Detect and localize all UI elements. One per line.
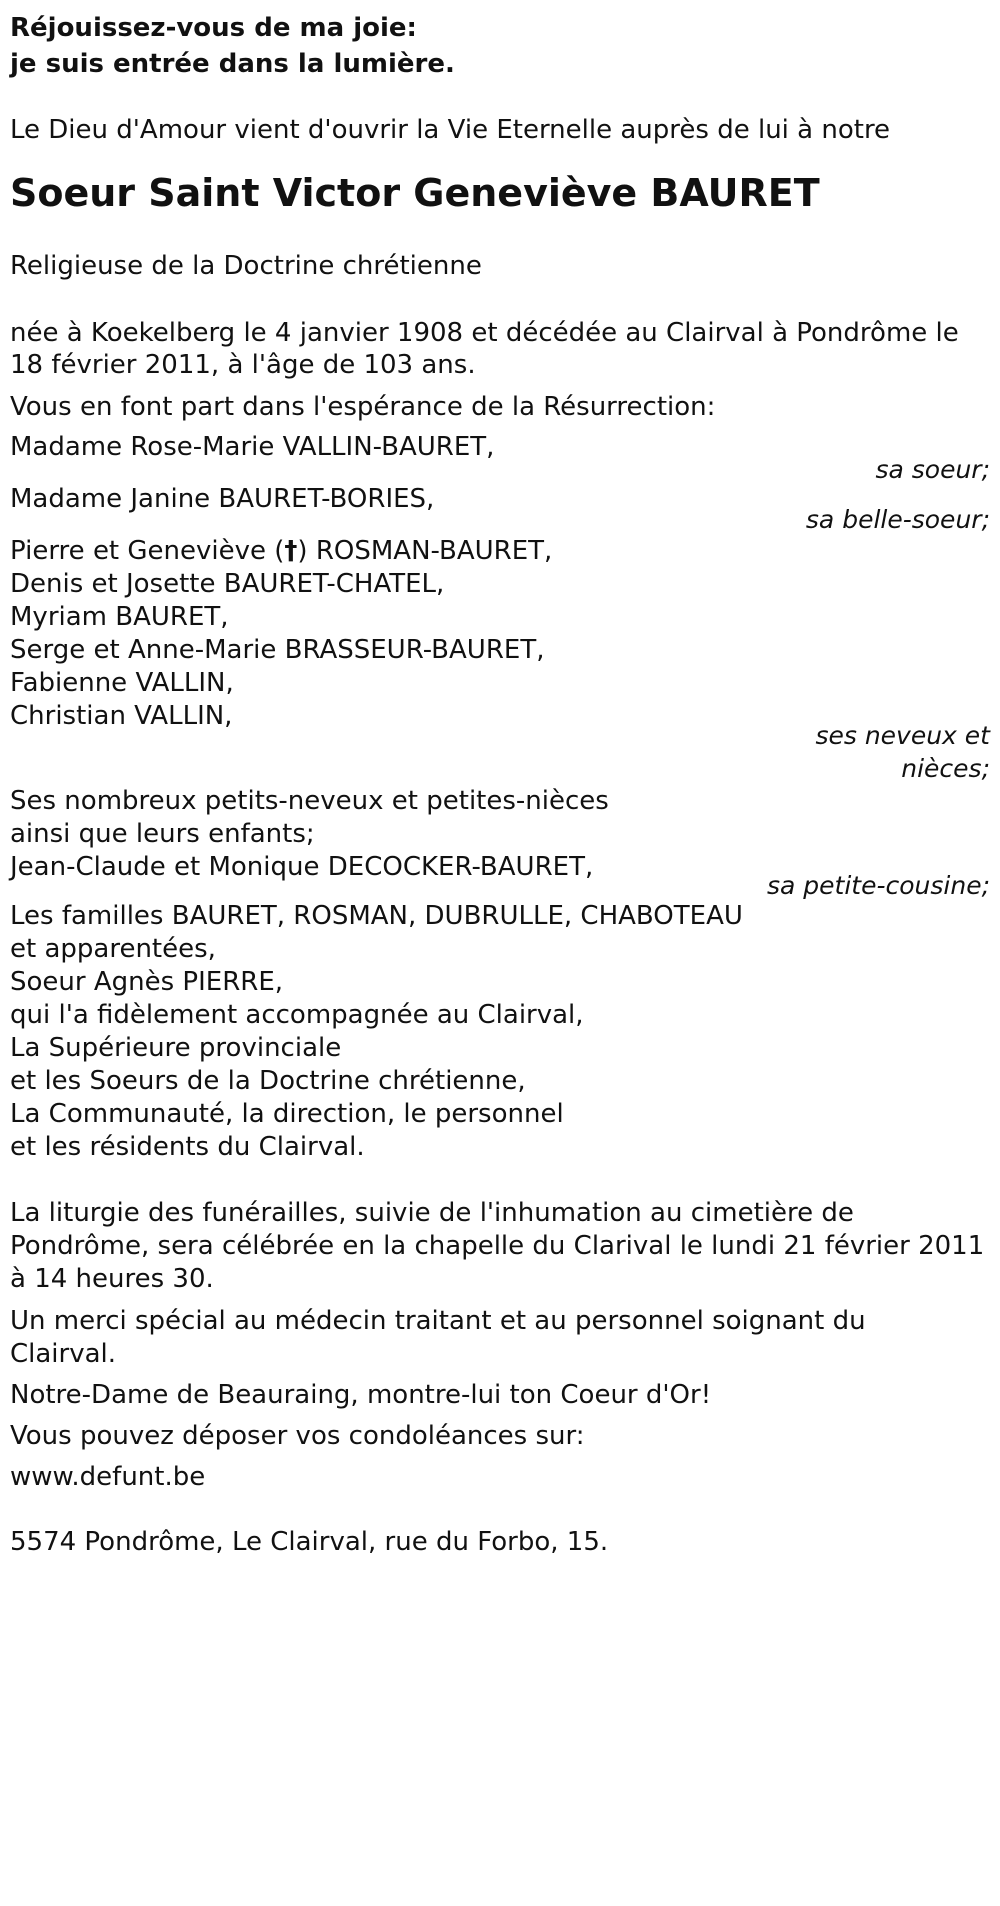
cross-icon: † [284, 536, 298, 566]
family-nephew-5: Fabienne VALLIN, [10, 668, 234, 698]
birth-line-2: 18 février 2011, à l'âge de 103 ans. [10, 350, 476, 380]
family-sister-in-law-role: sa belle-soeur; [805, 505, 990, 534]
family-nephew-6: Christian VALLIN, [10, 701, 233, 731]
opening-line-1: Réjouissez-vous de ma joie: [10, 13, 417, 43]
family-others-line: et apparentées, [10, 934, 216, 964]
deceased-title: Religieuse de la Doctrine chrétienne [10, 251, 482, 281]
family-nephews-role-2: nièces; [901, 754, 990, 783]
nephew-1-pre: Pierre et Geneviève ( [10, 536, 285, 566]
thanks-line-1: Un merci spécial au médecin traitant et au personnel soignant du [10, 1306, 866, 1336]
family-others-line: La Communauté, la direction, le personnel [10, 1099, 564, 1129]
family-sister-in-law: Madame Janine BAURET-BORIES, [10, 484, 435, 514]
address-text: 5574 Pondrôme, Le Clairval, rue du Forbo, 15. [10, 1527, 609, 1557]
condolences-text: Vous pouvez déposer vos condoléances sur: [10, 1421, 585, 1451]
liturgy-line-3: à 14 heures 30. [10, 1264, 214, 1294]
announcement: Vous en font part dans l'espérance de la Résurrection: [10, 392, 716, 422]
family-cousin: Jean-Claude et Monique DECOCKER-BAURET, [10, 852, 594, 882]
family-nephew-3: Myriam BAURET, [10, 602, 229, 632]
family-others-line: et les Soeurs de la Doctrine chrétienne, [10, 1066, 526, 1096]
family-grand-line-2: ainsi que leurs enfants; [10, 819, 315, 849]
prayer-text: Notre-Dame de Beauraing, montre-lui ton Coeur d'Or! [10, 1380, 712, 1410]
family-nephews-role-1: ses neveux et [815, 721, 990, 750]
family-cousin-role: sa petite-cousine; [767, 871, 990, 900]
family-others-line: Soeur Agnès PIERRE, [10, 967, 284, 997]
liturgy-line-1: La liturgie des funérailles, suivie de l'inhumation au cimetière de [10, 1198, 854, 1228]
family-sister: Madame Rose-Marie VALLIN-BAURET, [10, 432, 495, 462]
family-others-line: La Supérieure provinciale [10, 1033, 342, 1063]
deceased-name: Soeur Saint Victor Geneviève BAURET [10, 171, 820, 215]
intro-text: Le Dieu d'Amour vient d'ouvrir la Vie Eternelle auprès de lui à notre [10, 115, 891, 145]
thanks-line-2: Clairval. [10, 1339, 117, 1369]
family-sister-role: sa soeur; [875, 455, 990, 484]
birth-line-1: née à Koekelberg le 4 janvier 1908 et décédée au Clairval à Pondrôme le [10, 318, 959, 348]
family-grand-line-1: Ses nombreux petits-neveux et petites-nièces [10, 786, 609, 816]
website-link[interactable]: www.defunt.be [10, 1462, 206, 1492]
family-others-line: Les familles BAURET, ROSMAN, DUBRULLE, CHABOTEAU [10, 901, 743, 931]
nephew-1-post: ) ROSMAN-BAURET, [297, 536, 553, 566]
family-others-line: et les résidents du Clairval. [10, 1132, 365, 1162]
family-nephew-4: Serge et Anne-Marie BRASSEUR-BAURET, [10, 635, 545, 665]
liturgy-line-2: Pondrôme, sera célébrée en la chapelle du Clarival le lundi 21 février 2011 [10, 1231, 985, 1261]
family-others-line: qui l'a fidèlement accompagnée au Clairval, [10, 1000, 584, 1030]
opening-line-2: je suis entrée dans la lumière. [10, 49, 455, 79]
family-nephew-2: Denis et Josette BAURET-CHATEL, [10, 569, 445, 599]
